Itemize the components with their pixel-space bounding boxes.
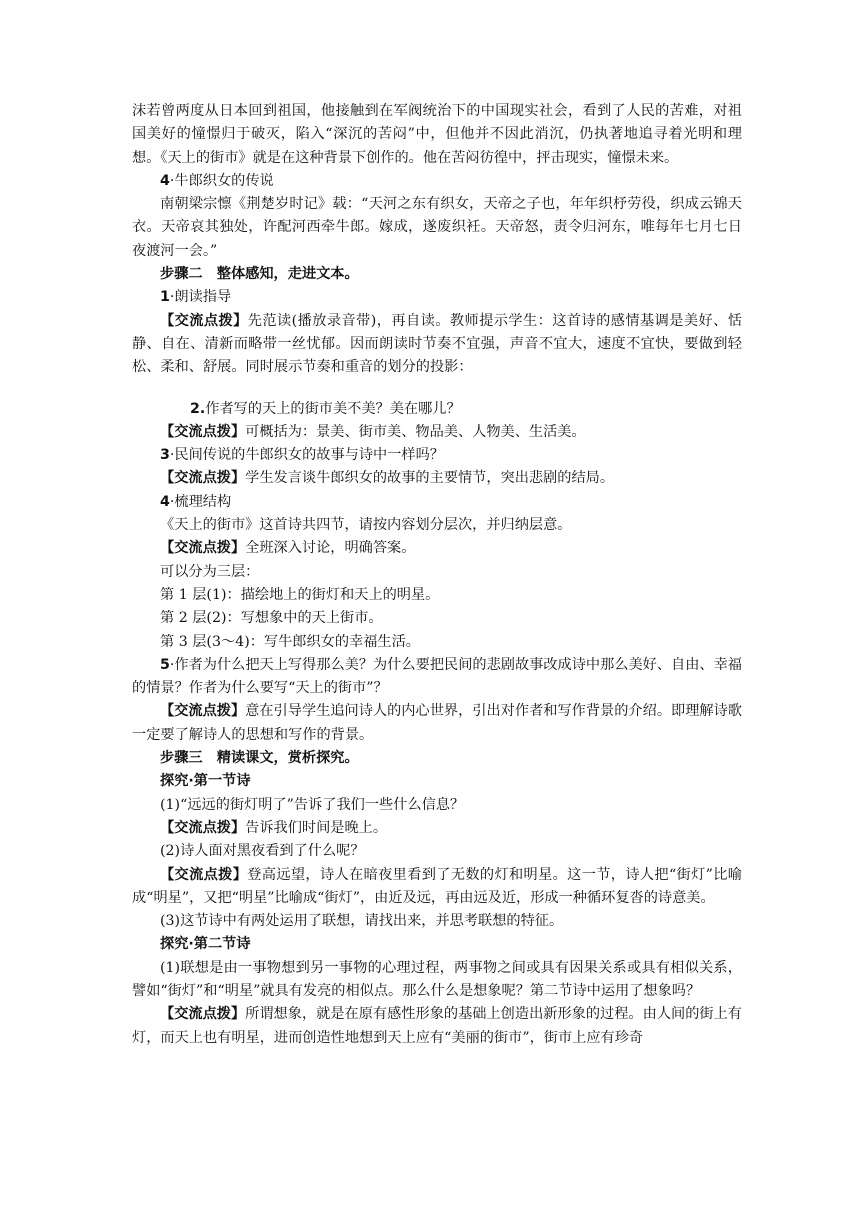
paragraph-label: 2. (190, 400, 206, 417)
paragraph-label: 1 (160, 289, 170, 306)
paragraph-text: ·牛郎织女的传说 (169, 172, 274, 189)
paragraph-label: 3 (160, 447, 170, 464)
paragraph (132, 700, 742, 747)
paragraph (132, 444, 742, 467)
paragraph-text: 全班深入讨论，明确答案。 (245, 540, 416, 557)
paragraph (132, 286, 742, 309)
paragraph-text: 意在引导学生追问诗人的内心世界，引出对作者和写作背景的介绍。即理解诗歌一定要了解诗人的思想和写作的背景。 (132, 703, 742, 743)
paragraph-text: ·民间传说的牛郎织女的故事与诗中一样吗？ (169, 447, 444, 464)
paragraph-text: ·作者为什么把天上写得那么美？为什么要把民间的悲剧故事改成诗中那么美好、自由、幸福的情景？作者为什么要写“天上的街市”？ (132, 656, 742, 697)
paragraph (132, 817, 742, 840)
paragraph-label: 5 (160, 656, 170, 673)
paragraph (132, 170, 742, 193)
paragraph-label: 【交流点拨】 (160, 540, 246, 557)
paragraph (132, 957, 742, 1004)
paragraph-text: 第 2 层(2)：写想象中的天上街市。 (160, 610, 383, 627)
paragraph (132, 794, 742, 817)
paragraph-text: 可概括为：景美、街市美、物品美、人物美、生活美。 (245, 423, 586, 440)
paragraph (132, 193, 742, 263)
paragraph (132, 310, 742, 380)
paragraph-label: 【交流点拨】 (160, 866, 248, 883)
paragraph (132, 1003, 742, 1050)
paragraph-text: 可以分为三层： (160, 563, 260, 580)
paragraph (132, 910, 742, 933)
paragraph-text: 告诉我们时间是晚上。 (245, 819, 388, 836)
paragraph-text: 沫若曾两度从日本回到祖国，他接触到在军阀统治下的中国现实社会，看到了人民的苦难，对祖国美好的憧憬归于破灭，陷入“深沉的苦闷”中，但他并不因此消沉，仍执著地追寻着光明和理想。《天上的街市》就是在这种背景下创作的。他在苦闷彷徨中，抨击现实，憧憬未来。 (132, 103, 742, 166)
paragraph (132, 537, 742, 560)
paragraph-text: 所谓想象，就是在原有感性形象的基础上创造出新形象的过程。由人间的街上有灯，而天上也有明星，进而创造性地想到天上应有“美丽的街市”，街市上应有珍奇 (132, 1006, 742, 1046)
paragraph (132, 514, 742, 537)
paragraph (132, 561, 742, 584)
paragraph (132, 864, 742, 911)
paragraph-text: 作者写的天上的街市美不美？美在哪儿？ (205, 400, 461, 417)
paragraph-label: 【交流点拨】 (160, 703, 246, 720)
paragraph-label: 探究·第一节诗 (160, 773, 251, 790)
paragraph-text: (1)“远远的街灯明了”告诉了我们一些什么信息？ (160, 796, 465, 813)
paragraph (132, 421, 742, 444)
paragraph-text: (2)诗人面对黑夜看到了什么呢？ (160, 843, 365, 860)
paragraph-label: 步骤三 精读课文，赏析探究。 (160, 750, 359, 767)
paragraph (132, 584, 742, 607)
paragraph-text: 第 1 层(1)：描绘地上的街灯和天上的明星。 (160, 586, 440, 603)
paragraph-label: 步骤二 整体感知，走进文本。 (160, 266, 359, 283)
blank-gap (132, 380, 742, 398)
paragraph (132, 398, 742, 421)
paragraph (132, 933, 742, 956)
paragraph (132, 467, 742, 490)
paragraph-label: 【交流点拨】 (160, 312, 248, 329)
paragraph-label: 探究·第二节诗 (160, 936, 251, 953)
paragraph (132, 654, 742, 701)
paragraph-text: ·梳理结构 (169, 493, 232, 510)
paragraph-text: 登高远望，诗人在暗夜里看到了无数的灯和明星。这一节，诗人把“街灯”比喻成“明星”，又把“明星”比喻成“街灯”，由近及远，再由远及近，形成一种循环复沓的诗意美。 (132, 866, 742, 906)
paragraph (132, 840, 742, 863)
paragraph-text: 先范读(播放录音带)，再自读。教师提示学生：这首诗的感情基调是美好、恬静、自在、清新而略带一丝忧郁。因而朗读时节奏不宜强，声音不宜大，速度不宜快，要做到轻松、柔和、舒展。同时展示节奏和重音的划分的投影： (132, 312, 742, 376)
paragraph-label: 【交流点拨】 (160, 423, 246, 440)
paragraph-label: 4 (160, 493, 170, 510)
paragraph-label: 【交流点拨】 (160, 1006, 246, 1023)
paragraph (132, 747, 742, 770)
paragraph-text: 第 3 层(3～4)：写牛郎织女的幸福生活。 (160, 633, 420, 650)
paragraph-text: ·朗读指导 (169, 289, 232, 306)
paragraph-text: (1)联想是由一事物想到另一事物的心理过程，两事物之间或具有因果关系或具有相似关系，譬如“街灯”和“明星”就具有发亮的相似点。那么什么是想象呢？第二节诗中运用了想象吗？ (132, 959, 742, 999)
paragraph-label: 【交流点拨】 (160, 819, 246, 836)
paragraph (132, 100, 742, 170)
paragraph-label: 【交流点拨】 (160, 470, 246, 487)
paragraph (132, 263, 742, 286)
paragraph-text: 《天上的街市》这首诗共四节，请按内容划分层次，并归纳层意。 (160, 517, 572, 534)
paragraph (132, 607, 742, 630)
paragraph-label: 4 (160, 172, 170, 189)
paragraph (132, 491, 742, 514)
paragraph-text: 南朝梁宗懔《荆楚岁时记》载：“天河之东有织女，天帝之子也，年年织杼劳役，织成云锦天衣。天帝哀其独处，许配河西牵牛郎。嫁成，遂废织衽。天帝怒，责令归河东，唯每年七月七日夜渡河一会。” (132, 196, 742, 259)
paragraph (132, 631, 742, 654)
paragraph-text: 学生发言谈牛郎织女的故事的主要情节，突出悲剧的结局。 (245, 470, 615, 487)
paragraph (132, 770, 742, 793)
paragraph-text: (3)这节诗中有两处运用了联想，请找出来，并思考联想的特征。 (160, 913, 564, 930)
